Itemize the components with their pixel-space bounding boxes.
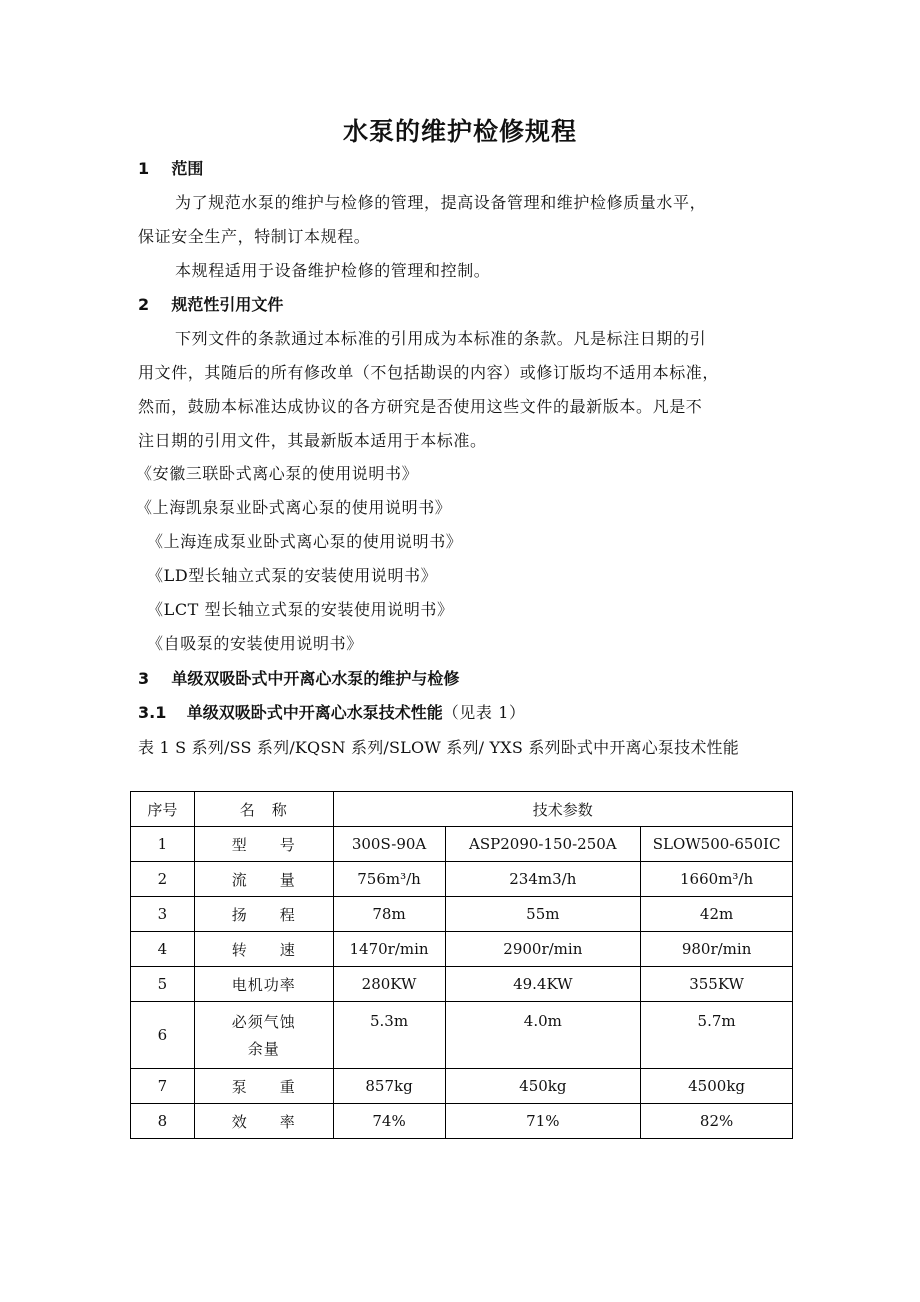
row-name [194, 1002, 333, 1069]
section-3-heading [138, 666, 459, 689]
row-value: ASP2090-150-250A [445, 827, 641, 862]
table-row [131, 1104, 793, 1139]
paragraph: 本规程适用于设备维护检修的管理和控制。 [175, 261, 491, 280]
section-number: 1 [138, 159, 150, 178]
section-title: 范围 [171, 159, 204, 178]
row-value: 300S-90A [333, 827, 445, 862]
row-name: 转 速 [194, 932, 333, 967]
reference-item: 《LD型长轴立式泵的安装使用说明书》 [147, 566, 438, 585]
row-value: 355KW [641, 967, 793, 1002]
row-value: SLOW500-650IC [641, 827, 793, 862]
section-title: 规范性引用文件 [171, 295, 284, 314]
table-row [131, 897, 793, 932]
table-row [131, 1069, 793, 1104]
row-value: 1470r/min [333, 932, 445, 967]
row-name: 扬 程 [194, 897, 333, 932]
subsection-title: 单级双吸卧式中开离心水泵技术性能 [186, 703, 443, 722]
reference-item: 《LCT 型长轴立式泵的安装使用说明书》 [147, 600, 454, 619]
section-2-heading [138, 292, 283, 315]
paragraph: 注日期的引用文件，其最新版本适用于本标准。 [138, 431, 487, 450]
row-value: 280KW [333, 967, 445, 1002]
table-row [131, 1002, 793, 1069]
paragraph: 然而，鼓励本标准达成协议的各方研究是否使用这些文件的最新版本。凡是不 [138, 397, 703, 416]
row-name: 电机功率 [194, 967, 333, 1002]
paragraph: 用文件，其随后的所有修改单（不包括勘误的内容）或修订版均不适用本标准， [138, 363, 720, 382]
header-name: 名 称 [194, 792, 333, 827]
header-seq: 序号 [131, 792, 195, 827]
row-value: 857kg [333, 1069, 445, 1104]
spec-table [130, 791, 793, 1139]
row-value: 1660m³/h [641, 862, 793, 897]
row-name-line: 余量 [247, 1040, 280, 1058]
table-row [131, 827, 793, 862]
row-value: 450kg [445, 1069, 641, 1104]
paragraph: 保证安全生产，特制订本规程。 [138, 227, 371, 246]
row-name: 流 量 [194, 862, 333, 897]
reference-item: 《上海连成泵业卧式离心泵的使用说明书》 [147, 532, 463, 551]
row-value: 55m [445, 897, 641, 932]
table-header-row [131, 792, 793, 827]
row-value-text: 5.3m [370, 1012, 409, 1030]
row-name: 型 号 [194, 827, 333, 862]
row-name-line: 必须气蚀 [231, 1013, 296, 1031]
row-value-text: 5.7m [697, 1012, 736, 1030]
paragraph: 下列文件的条款通过本标准的引用成为本标准的条款。凡是标注日期的引 [175, 329, 707, 348]
section-1-heading [138, 156, 203, 179]
row-value: 78m [333, 897, 445, 932]
row-seq: 1 [131, 827, 195, 862]
row-value [641, 1002, 793, 1069]
row-value: 71% [445, 1104, 641, 1139]
row-name: 效 率 [194, 1104, 333, 1139]
paragraph: 为了规范水泵的维护与检修的管理，提高设备管理和维护检修质量水平， [175, 193, 707, 212]
row-value [445, 1002, 641, 1069]
row-value-text: 4.0m [523, 1012, 562, 1030]
row-value: 4500kg [641, 1069, 793, 1104]
reference-item: 《安徽三联卧式离心泵的使用说明书》 [136, 464, 419, 483]
row-seq: 4 [131, 932, 195, 967]
subsection-note: （见表 1） [442, 703, 526, 722]
header-params: 技术参数 [333, 792, 792, 827]
table-row [131, 967, 793, 1002]
subsection-3-1-heading [138, 700, 526, 723]
row-seq: 7 [131, 1069, 195, 1104]
row-value: 2900r/min [445, 932, 641, 967]
row-value: 82% [641, 1104, 793, 1139]
subsection-number: 3.1 [138, 703, 167, 722]
section-title: 单级双吸卧式中开离心水泵的维护与检修 [171, 669, 460, 688]
table-caption: 表 1 S 系列/SS 系列/KQSN 系列/SLOW 系列/ YXS 系列卧式中开离心泵技术性能 [138, 738, 739, 757]
row-name: 泵 重 [194, 1069, 333, 1104]
table-row [131, 932, 793, 967]
row-seq: 8 [131, 1104, 195, 1139]
row-value: 756m³/h [333, 862, 445, 897]
section-number: 3 [138, 669, 150, 688]
row-seq: 3 [131, 897, 195, 932]
reference-item: 《自吸泵的安装使用说明书》 [147, 634, 363, 653]
row-seq: 5 [131, 967, 195, 1002]
row-value: 234m3/h [445, 862, 641, 897]
row-value [333, 1002, 445, 1069]
row-value: 42m [641, 897, 793, 932]
section-number: 2 [138, 295, 150, 314]
page-title: 水泵的维护检修规程 [342, 117, 577, 146]
row-seq: 2 [131, 862, 195, 897]
table-row [131, 862, 793, 897]
row-value: 49.4KW [445, 967, 641, 1002]
row-value: 74% [333, 1104, 445, 1139]
reference-item: 《上海凯泉泵业卧式离心泵的使用说明书》 [136, 498, 452, 517]
row-value: 980r/min [641, 932, 793, 967]
row-seq: 6 [131, 1002, 195, 1069]
